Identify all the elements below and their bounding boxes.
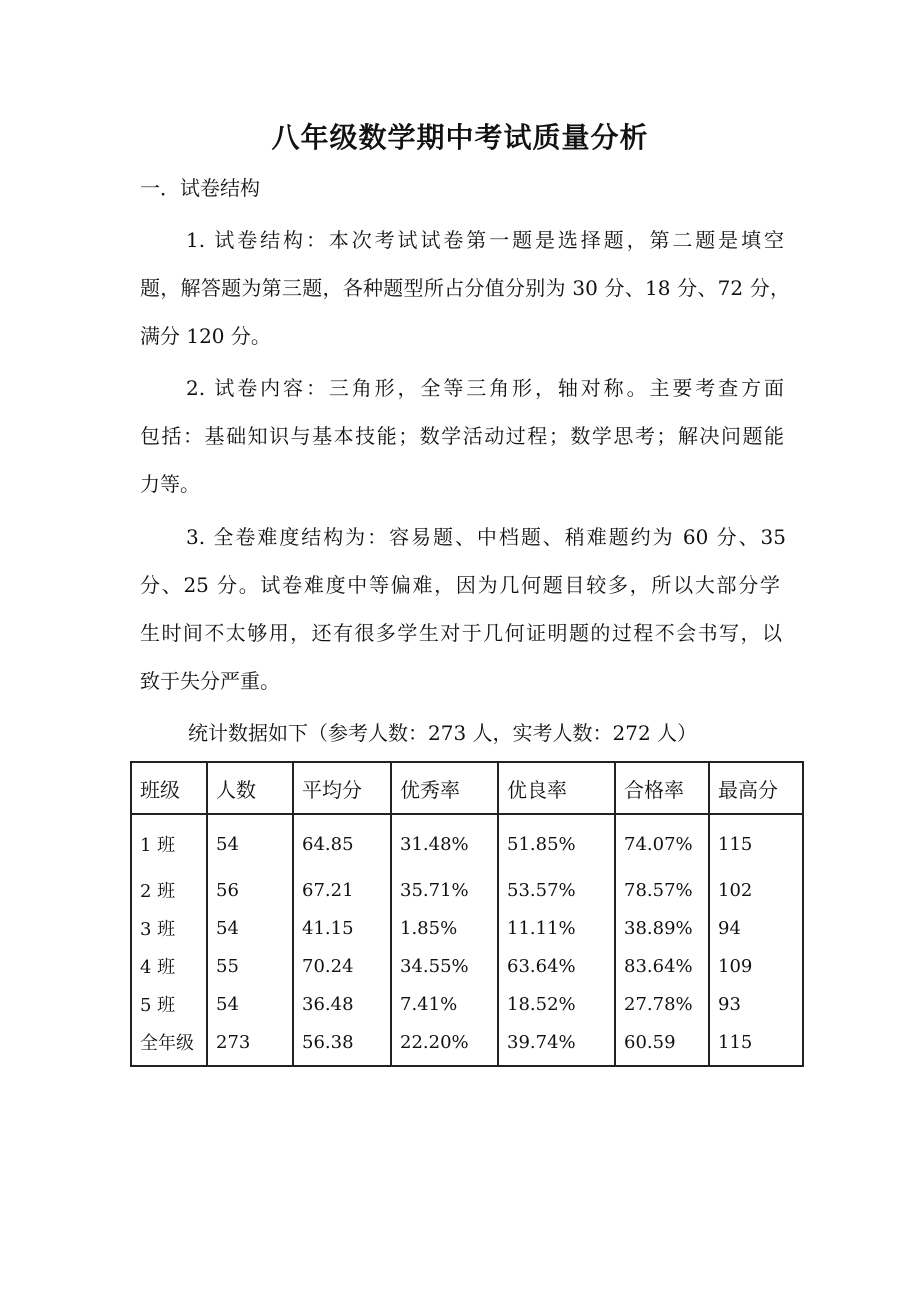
table-cell: 115: [709, 1023, 803, 1066]
table-row: [131, 947, 803, 985]
header-cell: 人数: [207, 762, 293, 814]
document-title: 八年级数学期中考试质量分析: [271, 121, 649, 154]
section-heading: 一．试卷结构: [140, 176, 260, 200]
table-cell: 64.85: [293, 814, 391, 863]
paragraph-line: 分、25 分。试卷难度中等偏难，因为几何题目较多，所以大部分学: [140, 573, 780, 597]
table-cell: 2 班: [131, 863, 207, 909]
table-cell: 36.48: [293, 985, 391, 1023]
table-cell: 93: [709, 985, 803, 1023]
header-cell: 优秀率: [391, 762, 498, 814]
table-cell: 70.24: [293, 947, 391, 985]
table-cell: 38.89%: [615, 909, 709, 947]
table-cell: 56: [207, 863, 293, 909]
table-cell: 7.41%: [391, 985, 498, 1023]
table-cell: 56.38: [293, 1023, 391, 1066]
table-cell: 54: [207, 814, 293, 863]
table-cell: 1 班: [131, 814, 207, 863]
table-cell: 83.64%: [615, 947, 709, 985]
header-cell: 最高分: [709, 762, 803, 814]
table-row: [131, 909, 803, 947]
table-cell: 109: [709, 947, 803, 985]
paragraph-line: 2. 试卷内容：三角形，全等三角形，轴对称。主要考查方面: [186, 376, 784, 400]
table-cell: 67.21: [293, 863, 391, 909]
table-cell: 63.64%: [498, 947, 615, 985]
table-cell: 27.78%: [615, 985, 709, 1023]
table-cell: 115: [709, 814, 803, 863]
table-cell: 55: [207, 947, 293, 985]
table-row: [131, 814, 803, 863]
header-cell: 平均分: [293, 762, 391, 814]
stats-table: [130, 761, 804, 1067]
paragraph-line: 力等。: [140, 472, 200, 496]
table-cell: 273: [207, 1023, 293, 1066]
table-cell: 54: [207, 985, 293, 1023]
table-cell: 34.55%: [391, 947, 498, 985]
table-row: [131, 1023, 803, 1066]
table-cell: 74.07%: [615, 814, 709, 863]
header-cell: 班级: [131, 762, 207, 814]
table-cell: 1.85%: [391, 909, 498, 947]
table-cell: 31.48%: [391, 814, 498, 863]
paragraph-line: 生时间不太够用，还有很多学生对于几何证明题的过程不会书写，以: [140, 621, 782, 645]
paragraph-line: 题，解答题为第三题，各种题型所占分值分别为 30 分、18 分、72 分，: [140, 276, 790, 300]
table-cell: 4 班: [131, 947, 207, 985]
stats-intro: 统计数据如下（参考人数：273 人，实考人数：272 人）: [188, 721, 698, 745]
paragraph-line: 1. 试卷结构：本次考试试卷第一题是选择题，第二题是填空: [186, 228, 784, 252]
table-row: [131, 863, 803, 909]
table-cell: 39.74%: [498, 1023, 615, 1066]
table-cell: 102: [709, 863, 803, 909]
table-cell: 51.85%: [498, 814, 615, 863]
table-cell: 5 班: [131, 985, 207, 1023]
table-cell: 3 班: [131, 909, 207, 947]
header-cell: 合格率: [615, 762, 709, 814]
table-cell: 53.57%: [498, 863, 615, 909]
table-cell: 11.11%: [498, 909, 615, 947]
paragraph-line: 包括：基础知识与基本技能；数学活动过程；数学思考；解决问题能: [140, 424, 784, 448]
table-cell: 54: [207, 909, 293, 947]
table-cell: 全年级: [131, 1023, 207, 1066]
table-cell: 41.15: [293, 909, 391, 947]
paragraph-line: 满分 120 分。: [140, 324, 271, 348]
table-row: [131, 985, 803, 1023]
table-cell: 35.71%: [391, 863, 498, 909]
table-cell: 94: [709, 909, 803, 947]
paragraph-line: 致于失分严重。: [140, 669, 280, 693]
header-cell: 优良率: [498, 762, 615, 814]
table-header-row: [131, 762, 803, 814]
table-cell: 78.57%: [615, 863, 709, 909]
paragraph-line: 3. 全卷难度结构为：容易题、中档题、稍难题约为 60 分、35: [186, 525, 786, 549]
table-cell: 60.59: [615, 1023, 709, 1066]
table-cell: 18.52%: [498, 985, 615, 1023]
table-cell: 22.20%: [391, 1023, 498, 1066]
